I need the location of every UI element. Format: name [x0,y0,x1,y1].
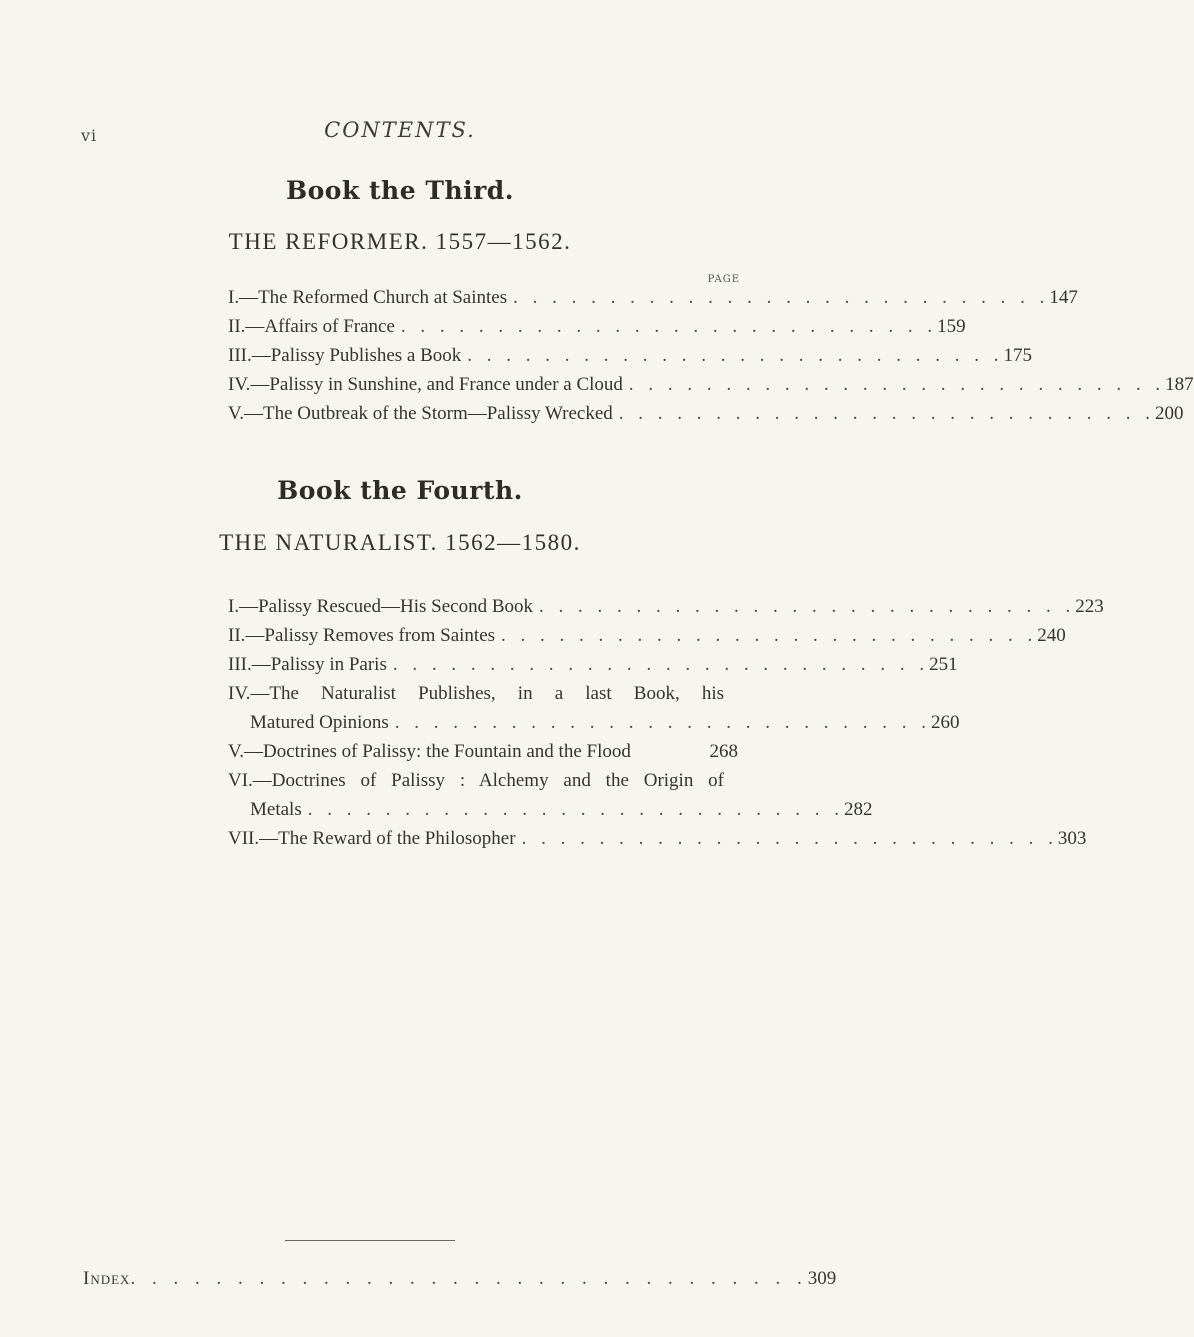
leader-dots: . . . . . . . . . . . . . . . . . . . . . . . . . . . . [628,374,1166,395]
chapter-label-line1 [228,770,738,799]
toc-entry[interactable] [228,287,1078,316]
chapter-page: 268 [709,741,738,762]
chapter-label: IV.—The Naturalist Publishes, in a last Book, his [228,683,724,704]
chapter-page: 260 [931,712,960,733]
chapter-page: 282 [843,799,873,820]
chapter-page: 223 [1075,596,1104,617]
leader-dots: . . . . . . . . . . . . . . . . . . . . . . . . . . . . [513,287,1050,308]
toc-entry[interactable] [228,316,966,345]
chapter-label: II.—Affairs of France [228,316,395,337]
toc-entry[interactable] [228,741,738,770]
chapter-label-line1 [228,683,738,712]
chapter-label: III.—Palissy Publishes a Book [228,345,462,366]
chapter-label: II.—Palissy Removes from Saintes [228,625,496,646]
chapter-page: 147 [1049,287,1078,308]
leader-dots: . . . . . . . . . . . . . . . . . . . . . . . . . . . . [618,403,1156,424]
chapter-label-line2 [228,712,960,741]
book-three-contents [228,287,1194,432]
index-page: 309 [807,1268,837,1289]
chapter-page: 159 [937,316,966,337]
leader-dots: . . . . . . . . . . . . . . . . . . . . . . . . . . . . [307,799,844,820]
chapter-page: 200 [1155,403,1184,424]
section-rule [285,1240,455,1241]
leader-dots: . . . . . . . . . . . . . . . . . . . . . . . . . . . . [539,596,1076,617]
chapter-label: I.—Palissy Rescued—His Second Book [228,596,534,617]
leader-dots: . . . . . . . . . . . . . . . . . . . . . . . . . . . . [501,625,1038,646]
chapter-label-line2 [228,799,873,828]
book-four-subtitle: THE NATURALIST. 1562—1580. [219,530,581,555]
chapter-page: 303 [1057,828,1087,849]
toc-entry-index[interactable] [83,1268,837,1290]
toc-entry[interactable] [228,345,1033,374]
toc-entry[interactable] [228,374,1194,403]
chapter-page: 240 [1037,625,1066,646]
chapter-page: 175 [1003,345,1033,366]
leader-dots: . . . . . . . . . . . . . . . . . . . . . . . . . . . . [394,712,932,733]
chapter-label: V.—The Outbreak of the Storm—Palissy Wrecked [228,403,613,424]
chapter-label: III.—Palissy in Paris [228,654,387,675]
chapter-label-continued: Metals [250,799,302,820]
toc-entry[interactable] [228,596,1104,625]
chapter-label-continued: Matured Opinions [250,712,389,733]
chapter-label: IV.—Palissy in Sunshine, and France under a Cloud [228,374,623,395]
index-label: Index [83,1268,131,1289]
chapter-label: V.—Doctrines of Palissy: the Fountain and the Flood [228,741,631,762]
toc-entry[interactable] [228,828,1087,857]
book-three-subtitle: THE REFORMER. 1557—1562. [228,229,572,254]
chapter-label: I.—The Reformed Church at Saintes [228,287,508,308]
leader-dots: . . . . . . . . . . . . . . . . . . . . . . . . . . . . [400,316,938,337]
toc-entry-multiline[interactable] [228,770,873,828]
running-head: CONTENTS. [324,118,476,142]
book-four-title: Book the Fourth. [277,476,523,505]
chapter-page: 187 [1165,374,1194,395]
chapter-label: VI.—Doctrines of Palissy : Alchemy and the Origin of [228,770,724,791]
toc-entry[interactable] [228,403,1184,432]
leader-dots: . . . . . . . . . . . . . . . . . . . . . . . . . . . . [521,828,1058,849]
toc-entry-multiline[interactable] [228,683,960,741]
chapter-label: VII.—The Reward of the Philosopher [228,828,516,849]
leader-dots: . . . . . . . . . . . . . . . . . . . . . . . . . . . . [392,654,930,675]
leader-dots: . . . . . . . . . . . . . . . . . . . . . . . . . . . . . . . . [130,1268,808,1289]
book-four-contents [228,596,1104,857]
leader-dots: . . . . . . . . . . . . . . . . . . . . . . . . . . . . [467,345,1004,366]
toc-entry[interactable] [228,625,1066,654]
book-three-title: Book the Third. [286,176,514,205]
page-column-label: PAGE [707,274,740,285]
toc-entry[interactable] [228,654,958,683]
page-number: vi [81,126,98,145]
chapter-page: 251 [929,654,958,675]
